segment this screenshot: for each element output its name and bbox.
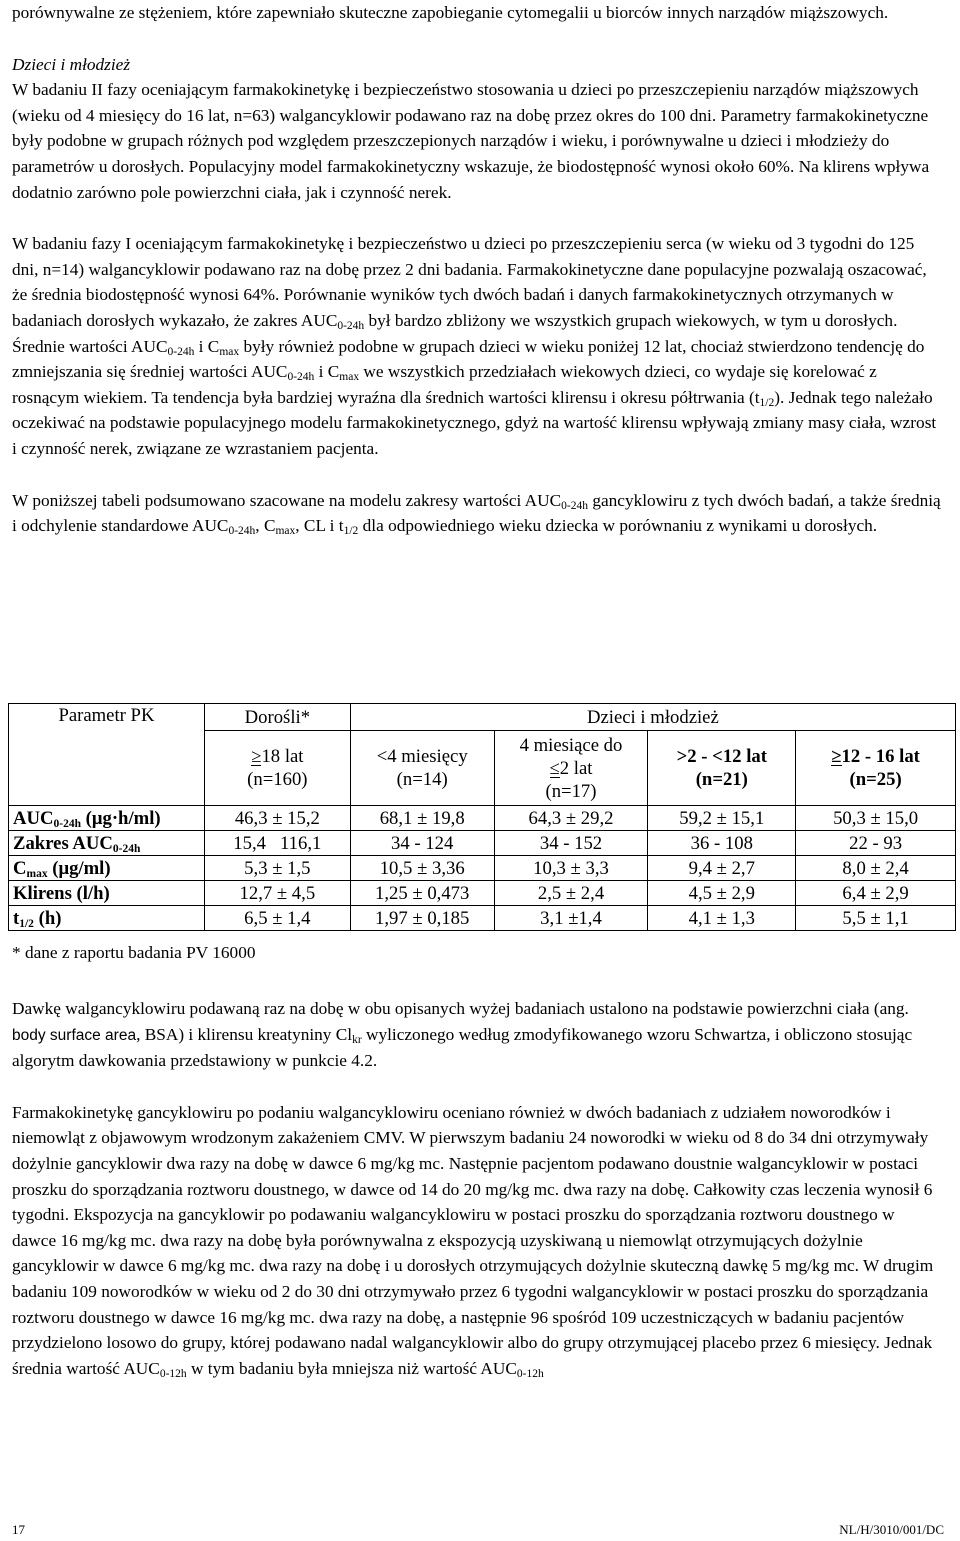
table-cell: 10,3 ± 3,3 — [494, 856, 648, 881]
row-label: $t_{1/2}$ (h) — [9, 906, 205, 931]
table-row — [9, 906, 956, 931]
header-group-12-16y: ≥12 - 16 lat (n=25) — [796, 731, 956, 806]
table-cell: 6,5 ± 1,4 — [204, 906, 350, 931]
table-cell: 46,3 ± 15,2 — [204, 806, 350, 831]
header-group-2-12y: >2 - <12 lat (n=21) — [648, 731, 796, 806]
table-cell: 5,3 ± 1,5 — [204, 856, 350, 881]
header-adults-group: ≥18 lat (n=160) — [204, 731, 350, 806]
table-cell: 8,0 ± 2,4 — [796, 856, 956, 881]
table-cell: 22 - 93 — [796, 831, 956, 856]
table-cell: 1,25 ± 0,473 — [350, 881, 494, 906]
paragraph-dosing: Dawkę walgancyklowiru podawaną raz na dobę w obu opisanych wyżej badaniach ustalono na podstawie powierzchni ciała (ang. body surface area, BSA) i klirensu kreatyniny $Cl_{kr}$ wyliczonego według zmodyfikowanego wzoru Schwartza, i obliczono stosując algorytm dawkowania przedstawiony w punkcie 4.2. — [12, 999, 913, 1071]
table-row — [9, 831, 956, 856]
document-body-lower — [12, 996, 942, 1381]
paragraph-table-intro: W poniższej tabeli podsumowano szacowane na modelu zakresy wartości $AUC_{0-24h}$ gancyklowiru z tych dwóch badań, a także średnią i odchylenie standardowe $AUC_{0-24h}$, $C_{max}$, CL i $t_{1/2}$ dla odpowiedniego wieku dziecka w porównaniu z wynikami u dorosłych. — [12, 490, 941, 538]
row-label: $C_{max}$ (μg/ml) — [9, 856, 205, 881]
section-heading: Dzieci i młodzież — [12, 54, 131, 74]
table-cell: 2,5 ± 2,4 — [494, 881, 648, 906]
table-cell: 10,5 ± 3,36 — [350, 856, 494, 881]
table-cell: 50,3 ± 15,0 — [796, 806, 956, 831]
table-cell: 4,5 ± 2,9 — [648, 881, 796, 906]
table-cell: 68,1 ± 19,8 — [350, 806, 494, 831]
header-children: Dzieci i młodzież — [350, 704, 955, 731]
header-group-4m-2y: 4 miesiące do ≤2 lat (n=17) — [494, 731, 648, 806]
row-label: Zakres $AUC_{0-24h}$ — [9, 831, 205, 856]
paragraph-phase1: W badaniu fazy I oceniającym farmakokinetykę i bezpieczeństwo u dzieci po przeszczepieniu serca (w wieku od 3 tygodni do 125 dni, n=14) walgancyklowir podawano raz na dobę przez 2 dni badania. Farmakokinetyczne dane populacyjne pozwalają oszacować, że średnia biodostępność wynosi 64%. Porównanie wyników tych dwóch badań i danych farmakokinetycznych otrzymanych w badaniach dorosłych wykazało, że zakres $AUC_{0-24h}$ był bardzo zbliżony we wszystkich grupach wiekowych, w tym u dorosłych. Średnie wartości $AUC_{0-24h}$ i $C_{max}$ były również podobne w grupach dzieci w wieku poniżej 12 lat, chociaż stwierdzono tendencję do zmniejszania się średniej wartości $AUC_{0-24h}$ i $C_{max}$ we wszystkich przedziałach wiekowych dzieci, co wydaje się korelować z rosnącym wiekiem. Ta tendencja była bardziej wyraźna dla średnich wartości klirensu i okresu półtrwania $(t_{1/2})$. Jednak tego należało oczekiwać na podstawie populacyjnego modelu farmakokinetycznego, gdyż na wartość klirensu wpływają zmiany masy ciała, wzrost i czynność nerek, związane ze wzrastaniem pacjenta. — [12, 234, 937, 458]
table-cell: 34 - 152 — [494, 831, 648, 856]
table-cell: 34 - 124 — [350, 831, 494, 856]
table-cell: 3,1 ±1,4 — [494, 906, 648, 931]
row-label: $AUC_{0-24h}$ (μg·h/ml) — [9, 806, 205, 831]
table-cell: 1,97 ± 0,185 — [350, 906, 494, 931]
intro-paragraph: porównywalne ze stężeniem, które zapewniało skuteczne zapobieganie cytomegalii u biorców innych narządów miąższowych. — [12, 3, 889, 22]
header-group-lt4m: <4 miesięcy (n=14) — [350, 731, 494, 806]
table-cell: 4,1 ± 1,3 — [648, 906, 796, 931]
table-row — [9, 881, 956, 906]
paragraph-phase2: W badaniu II fazy oceniającym farmakokinetykę i bezpieczeństwo stosowania u dzieci po przeszczepieniu narządów miąższowych (wieku od 4 miesięcy do 16 lat, n=63) walgancyklowir podawano raz na dobę przez okres do 100 dni. Parametry farmakokinetyczne były podobne w grupach różnych pod względem przeszczepionych narządów i wieku, i porównywalne u dzieci i młodzieży do parametrów u dorosłych. Populacyjny model farmakokinetyczny wskazuje, że biodostępność wynosi około 60%. Na klirens wpływa dodatnio zarówno pole powierzchni ciała, jak i czynność nerek. — [12, 80, 930, 202]
table-cell: 59,2 ± 15,1 — [648, 806, 796, 831]
table-header-row — [9, 704, 956, 731]
document-id: NL/H/3010/001/DC — [839, 1522, 944, 1537]
header-parameter: Parametr PK — [9, 704, 205, 806]
table-cell: 5,5 ± 1,1 — [796, 906, 956, 931]
document-body — [12, 0, 942, 539]
table-cell: 12,7 ± 4,5 — [204, 881, 350, 906]
table-footnote: * dane z raportu badania PV 16000 — [12, 943, 256, 962]
pk-parameters-table — [8, 703, 956, 931]
table-cell: 6,4 ± 2,9 — [796, 881, 956, 906]
table-cell: 36 - 108 — [648, 831, 796, 856]
page-number: 17 — [12, 1522, 25, 1537]
table-row — [9, 856, 956, 881]
row-label: Klirens (l/h) — [9, 881, 205, 906]
paragraph-neonates: Farmakokinetykę gancyklowiru po podaniu walgancyklowiru oceniano również w dwóch badaniach z udziałem noworodków i niemowląt z objawowym wrodzonym zakażeniem CMV. W pierwszym badaniu 24 noworodki w wieku od 8 do 34 dni otrzymywały dożylnie gancyklowir dwa razy na dobę w dawce 6 mg/kg mc. Następnie pacjentom podawano doustnie walgancyklowir w postaci proszku do sporządzania roztworu doustnego, w dawce od 14 do 20 mg/kg mc. dwa razy na dobę. Całkowity czas leczenia wynosił 6 tygodni. Ekspozycja na gancyklowir po podawaniu walgancyklowiru w postaci proszku do sporządzania roztworu doustnego w dawce 16 mg/kg mc. dwa razy na dobę była porównywalna z ekspozycją uzyskiwaną u niemowląt otrzymujących dożylnie gancyklowir w dawce 6 mg/kg mc. dwa razy na dobę i u dorosłych otrzymujących dożylnie skuteczną dawkę 5 mg/kg mc. W drugim badaniu 109 noworodków w wieku od 2 do 30 dni otrzymywało przez 6 tygodni walgancyklowir w postaci proszku do sporządzania roztworu doustnego w dawce 16 mg/kg mc. dwa razy na dobę, a następnie 96 spośród 109 uczestniczących w badaniu pacjentów przydzielono losowo do grupy, której podawano nadal walgancyklowir albo do grupy otrzymującej placebo przez 6 miesięcy. Jednak średnia wartość $AUC_{0-12h}$ w tym badaniu była mniejsza niż wartość $AUC_{0-12h}$ — [12, 1102, 934, 1380]
header-adults: Dorośli* — [204, 704, 350, 731]
table-cell: 9,4 ± 2,7 — [648, 856, 796, 881]
table-cell: 15,4 116,1 — [204, 831, 350, 856]
table-cell: 64,3 ± 29,2 — [494, 806, 648, 831]
table-row — [9, 806, 956, 831]
